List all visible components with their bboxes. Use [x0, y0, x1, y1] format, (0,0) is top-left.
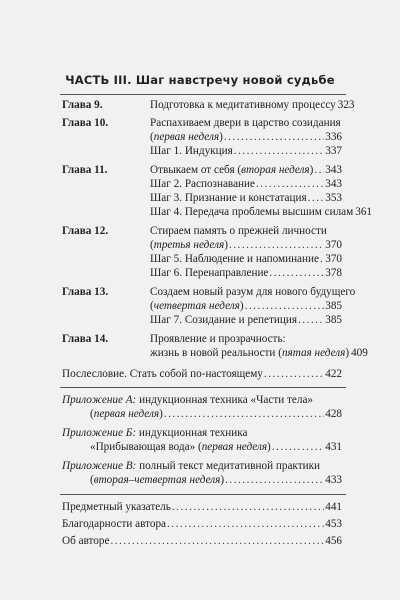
chapter-title: Подготовка к медитативному процессу — [150, 99, 336, 111]
leader-dots — [320, 252, 324, 266]
toc-entry-ch14[interactable] — [62, 332, 342, 346]
page-number: 337 — [325, 145, 342, 157]
step-title: Шаг 1. Индукция — [150, 145, 233, 157]
toc-entry-ch10-cont[interactable]: (первая неделя) ..... 336 — [62, 130, 342, 144]
appendix-label: Приложение Б: — [62, 427, 137, 439]
page-number: 456 — [325, 535, 342, 547]
page-number: 353 — [325, 192, 342, 204]
page-number: 453 — [325, 518, 342, 530]
back-matter-title: Предметный указатель — [62, 501, 171, 513]
appendix-title: индукционная техника — [136, 427, 248, 439]
toc-entry-appendix-b[interactable] — [62, 426, 342, 440]
step-title: Шаг 7. Созидание и репетиция — [150, 314, 297, 326]
week-note: первая неделя — [201, 441, 268, 453]
page-number: 370 — [325, 253, 342, 265]
toc-entry-appendix-b-cont[interactable]: «Прибывающая вода» (первая неделя) ..... 431 — [62, 440, 342, 454]
page-number: 409 — [351, 347, 368, 359]
page-number: 441 — [325, 501, 342, 513]
chapter-label: Глава 12. — [62, 225, 109, 237]
leader-dots — [264, 367, 324, 381]
toc-entry-step4[interactable] — [62, 205, 373, 219]
page-number: 343 — [325, 164, 342, 176]
page-number: 343 — [325, 178, 342, 190]
leader-dots — [308, 191, 325, 205]
toc-entry-appendix-c[interactable] — [62, 459, 342, 473]
appendix-title: полный текст медитативной практики — [136, 460, 320, 472]
toc-entry-ch11[interactable]: Глава 11. Отвыкаем от себя (вторая неделя) ..... 343 — [62, 163, 342, 177]
back-matter-title: Благодарности автора — [62, 518, 167, 530]
chapter-title: Создаем новый разум для нового будущего — [150, 286, 356, 298]
page-number: 422 — [325, 368, 342, 380]
leader-dots — [245, 299, 325, 313]
toc-entry-afterword[interactable] — [62, 367, 342, 381]
week-note: первая неделя — [93, 408, 160, 420]
leader-dots — [172, 500, 324, 514]
week-note: первая неделя — [153, 131, 220, 143]
week-note: вторая–четвертая неделя — [93, 474, 221, 486]
leader-dots — [225, 473, 324, 487]
step-title: Шаг 5. Наблюдение и напоминание — [150, 253, 319, 265]
part-title: ЧАСТЬ III. Шаг навстречу новой судьбе — [65, 73, 335, 87]
back-matter-title: Об авторе — [62, 535, 110, 547]
leader-dots — [164, 407, 324, 421]
toc-entry-ch9[interactable] — [62, 98, 355, 112]
page-number: 428 — [325, 408, 342, 420]
week-note: вторая неделя — [241, 164, 310, 176]
chapter-label: Глава 9. — [62, 99, 103, 111]
middle-divider — [60, 387, 346, 388]
leader-dots — [110, 534, 324, 548]
toc-entry-step2[interactable] — [62, 177, 342, 191]
toc-entry-step1[interactable] — [62, 144, 342, 158]
leader-dots — [314, 163, 324, 177]
step-title: Шаг 6. Перенаправление — [150, 267, 269, 279]
leader-dots — [167, 517, 324, 531]
toc-entry-step6[interactable] — [62, 266, 342, 280]
toc-entry-ch13[interactable] — [62, 285, 356, 299]
toc-entry-index[interactable] — [62, 500, 342, 514]
leader-dots — [298, 313, 324, 327]
step-title: Шаг 4. Передача проблемы высшим силам — [150, 206, 354, 218]
week-note: пятая неделя — [281, 347, 346, 359]
appendix-title: индукционная техника «Части тела» — [136, 394, 314, 406]
appendix-label: Приложение А: — [62, 394, 137, 406]
toc-entry-step3[interactable] — [62, 191, 342, 205]
afterword-title: Послесловие. Стать собой по-настоящему — [62, 368, 263, 380]
chapter-title: Стираем память о прежней личности — [150, 225, 327, 237]
leader-dots — [224, 130, 324, 144]
toc-entry-step5[interactable] — [62, 252, 342, 266]
leader-dots — [229, 238, 324, 252]
page-number: 361 — [355, 206, 373, 218]
page-number: 336 — [325, 131, 342, 143]
chapter-label: Глава 11. — [62, 164, 108, 176]
week-note: третья неделя — [153, 239, 225, 251]
page-number: 385 — [325, 314, 342, 326]
toc-entry-appendix-a-cont[interactable]: (первая неделя) ..... 428 — [62, 407, 342, 421]
chapter-title: Проявление и прозрачность: — [150, 333, 286, 345]
leader-dots — [256, 177, 324, 191]
toc-entry-ch13-cont[interactable]: (четвертая неделя) ..... 385 — [62, 299, 342, 313]
bottom-divider — [60, 494, 346, 495]
chapter-label: Глава 10. — [62, 117, 109, 129]
page-number: 385 — [325, 300, 342, 312]
chapter-label: Глава 13. — [62, 286, 109, 298]
chapter-title: Распахиваем двери в царство созидания — [150, 117, 341, 129]
leader-dots — [234, 144, 324, 158]
chapter-label: Глава 14. — [62, 333, 109, 345]
toc-entry-ch10[interactable] — [62, 116, 342, 130]
toc-entry-ch12-cont[interactable]: (третья неделя) ..... 370 — [62, 238, 342, 252]
leader-dots — [272, 440, 324, 454]
leader-dots — [269, 266, 324, 280]
page-number: 433 — [325, 474, 342, 486]
page-number: 378 — [325, 267, 342, 279]
chapter-title: Отвыкаем от себя ( — [150, 164, 242, 176]
step-title: Шаг 3. Признание и констатация — [150, 192, 307, 204]
toc-entry-about-author[interactable] — [62, 534, 342, 548]
page-number: 323 — [337, 99, 355, 111]
page-number: 370 — [325, 239, 342, 251]
toc-entry-ch14-cont[interactable]: жизнь в новой реальности (пятая неделя) 409 — [150, 347, 368, 359]
week-note: четвертая неделя — [153, 300, 240, 312]
top-divider — [60, 94, 346, 95]
appendix-label: Приложение В: — [62, 460, 137, 472]
toc-entry-step7[interactable] — [62, 313, 342, 327]
toc-entry-appendix-a[interactable] — [62, 393, 342, 407]
toc-entry-acknowledgements[interactable] — [62, 517, 342, 531]
toc-entry-ch12[interactable] — [62, 224, 342, 238]
page-number: 431 — [325, 441, 342, 453]
toc-entry-appendix-c-cont[interactable]: (вторая–четвертая неделя) ..... 433 — [62, 473, 342, 487]
step-title: Шаг 2. Распознавание — [150, 178, 255, 190]
